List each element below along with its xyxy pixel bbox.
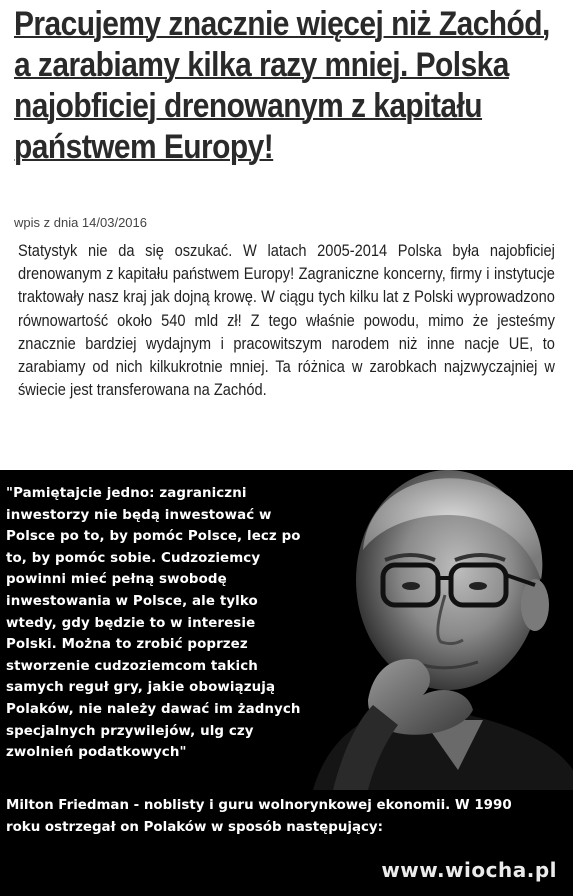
caption-line: roku ostrzegał on Polaków w sposób następujący: [6,820,384,835]
quote-line: stworzenie cudzoziemcom takich [6,658,258,674]
quote-line: wtedy, gdy będzie to w interesie [6,615,256,631]
quote-line: samych reguł gry, jakie obowiązują [6,680,276,696]
post-date: wpis z dnia 14/03/2016 [14,215,147,230]
quote-line: zwolnień podatkowych" [6,745,187,761]
quote-line: specjalnych przywilejów, ulg czy [6,723,254,739]
friedman-quote [6,483,346,764]
quote-line: Polski. Można to zrobić poprzez [6,637,248,653]
article-headline: Pracujemy znacznie więcej niż Zachód, a zarabiamy kilka razy mniej. Polska najobficiej drenowanym z kapitału państwem Europy! [14,5,550,166]
quote-caption [6,795,566,839]
quote-line: inwestowania w Polsce, ale tylko [6,593,258,609]
caption-line: Milton Friedman - noblisty i guru wolnorynkowej ekonomii. W 1990 [6,798,512,813]
quote-line: inwestorzy nie będą inwestować w [6,507,272,523]
site-watermark: www.wiocha.pl [381,858,557,882]
quote-line: to, by pomóc sobie. Cudzoziemcy [6,550,261,566]
quote-section [0,470,573,896]
quote-line: Polsce po to, by pomóc Polsce, lecz po [6,529,301,545]
quote-line: powinni mieć pełną swobodę [6,572,227,588]
quote-line: "Pamiętajcie jedno: zagraniczni [6,486,247,501]
quote-line: Polaków, nie należy dawać im żadnych [6,701,301,717]
article-body: Statystyk nie da się oszukać. W latach 2005-2014 Polska była najobficiej drenowanym z kapitału państwem Europy! Zagraniczne koncerny, firmy i instytucje traktowały nasz kraj jak dojną krowę. W ciągu tych kilku lat z Polski wyprowadzono równowartość około 540 mld zł! Z tego właśnie powodu, mimo że jesteśmy znacznie bardziej wydajnym i pracowitszym narodem niż inne nacje UE, to zarabiamy od nich kilkukrotnie mniej. Ta różnica w zarobkach najzwyczajniej w świecie jest transferowana na Zachód. [18,242,555,400]
